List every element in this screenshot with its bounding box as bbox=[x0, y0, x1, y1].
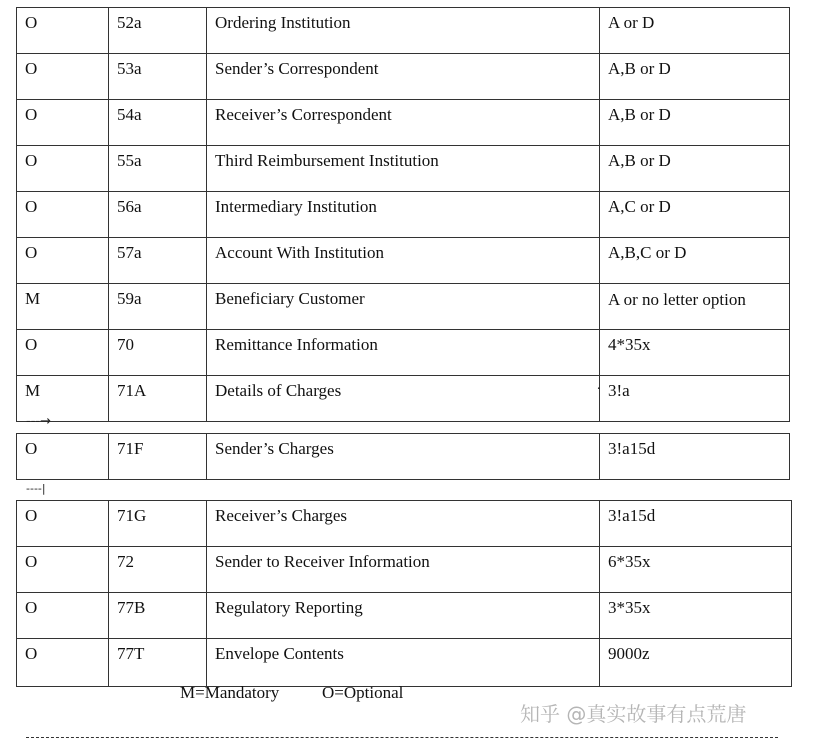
field-table-main bbox=[16, 7, 790, 422]
options-cell: A,B or D bbox=[600, 54, 790, 100]
table-row bbox=[17, 376, 790, 422]
table-row bbox=[17, 146, 790, 192]
options-cell: 6*35x bbox=[600, 547, 792, 593]
status-cell: O bbox=[17, 330, 109, 376]
status-cell: O bbox=[17, 238, 109, 284]
status-cell: O bbox=[17, 593, 109, 639]
tag-cell: 71A bbox=[109, 376, 207, 422]
options-cell: 3!a bbox=[600, 376, 790, 422]
field-name-cell: Intermediary Institution bbox=[207, 192, 600, 238]
status-cell: M bbox=[17, 284, 109, 330]
options-cell: 9000z bbox=[600, 639, 792, 687]
options-cell: 4*35x bbox=[600, 330, 790, 376]
field-name-cell: Third Reimbursement Institution bbox=[207, 146, 600, 192]
tag-cell: 71G bbox=[109, 501, 207, 547]
loop-end-marker: ----| bbox=[26, 482, 46, 495]
tag-cell: 53a bbox=[109, 54, 207, 100]
legend-mandatory: M=Mandatory bbox=[180, 683, 280, 702]
dashed-divider bbox=[26, 737, 778, 738]
tag-cell: 77T bbox=[109, 639, 207, 687]
field-name-cell: Regulatory Reporting bbox=[207, 593, 600, 639]
tag-cell: 72 bbox=[109, 547, 207, 593]
table-row bbox=[17, 434, 790, 480]
tag-cell: 57a bbox=[109, 238, 207, 284]
table-row bbox=[17, 501, 792, 547]
tag-cell: 56a bbox=[109, 192, 207, 238]
status-cell: O bbox=[17, 8, 109, 54]
table-row bbox=[17, 284, 790, 330]
field-name-cell: Receiver’s Correspondent bbox=[207, 100, 600, 146]
options-cell: A,B,C or D bbox=[600, 238, 790, 284]
options-cell: A or no letter option bbox=[600, 284, 790, 330]
options-cell: 3*35x bbox=[600, 593, 792, 639]
tag-cell: 59a bbox=[109, 284, 207, 330]
options-cell: A,B or D bbox=[600, 100, 790, 146]
table-row bbox=[17, 238, 790, 284]
field-name-cell: Ordering Institution bbox=[207, 8, 600, 54]
options-cell: 3!a15d bbox=[600, 434, 790, 480]
table-row bbox=[17, 100, 790, 146]
table-row bbox=[17, 639, 792, 687]
status-cell: O bbox=[17, 639, 109, 687]
options-cell: 3!a15d bbox=[600, 501, 792, 547]
field-table-loop bbox=[16, 433, 790, 480]
field-name-cell: Beneficiary Customer bbox=[207, 284, 600, 330]
options-cell: A,C or D bbox=[600, 192, 790, 238]
status-cell: M bbox=[17, 376, 109, 422]
field-name-cell: Details of Charges bbox=[207, 376, 600, 422]
field-table-rest bbox=[16, 500, 792, 687]
field-name-cell: Remittance Information bbox=[207, 330, 600, 376]
field-name-cell: Sender’s Charges bbox=[207, 434, 600, 480]
legend-optional: O=Optional bbox=[322, 683, 404, 702]
table-row bbox=[17, 192, 790, 238]
tag-cell: 77B bbox=[109, 593, 207, 639]
status-cell: O bbox=[17, 192, 109, 238]
status-cell: O bbox=[17, 434, 109, 480]
table-row bbox=[17, 593, 792, 639]
options-cell: A,B or D bbox=[600, 146, 790, 192]
status-cell: O bbox=[17, 54, 109, 100]
status-cell: O bbox=[17, 100, 109, 146]
field-name-cell: Sender to Receiver Information bbox=[207, 547, 600, 593]
table-row bbox=[17, 8, 790, 54]
status-cell: O bbox=[17, 501, 109, 547]
tag-cell: 54a bbox=[109, 100, 207, 146]
scan-dot: . bbox=[597, 378, 601, 393]
table-row bbox=[17, 54, 790, 100]
status-cell: O bbox=[17, 146, 109, 192]
loop-start-marker: ---→ bbox=[26, 414, 51, 429]
field-name-cell: Envelope Contents bbox=[207, 639, 600, 687]
field-name-cell: Receiver’s Charges bbox=[207, 501, 600, 547]
table-row bbox=[17, 330, 790, 376]
tag-cell: 55a bbox=[109, 146, 207, 192]
status-cell: O bbox=[17, 547, 109, 593]
options-cell: A or D bbox=[600, 8, 790, 54]
field-name-cell: Account With Institution bbox=[207, 238, 600, 284]
watermark: 知乎 @真实故事有点荒唐 bbox=[520, 702, 747, 726]
table-row bbox=[17, 547, 792, 593]
tag-cell: 52a bbox=[109, 8, 207, 54]
tag-cell: 71F bbox=[109, 434, 207, 480]
tag-cell: 70 bbox=[109, 330, 207, 376]
field-name-cell: Sender’s Correspondent bbox=[207, 54, 600, 100]
